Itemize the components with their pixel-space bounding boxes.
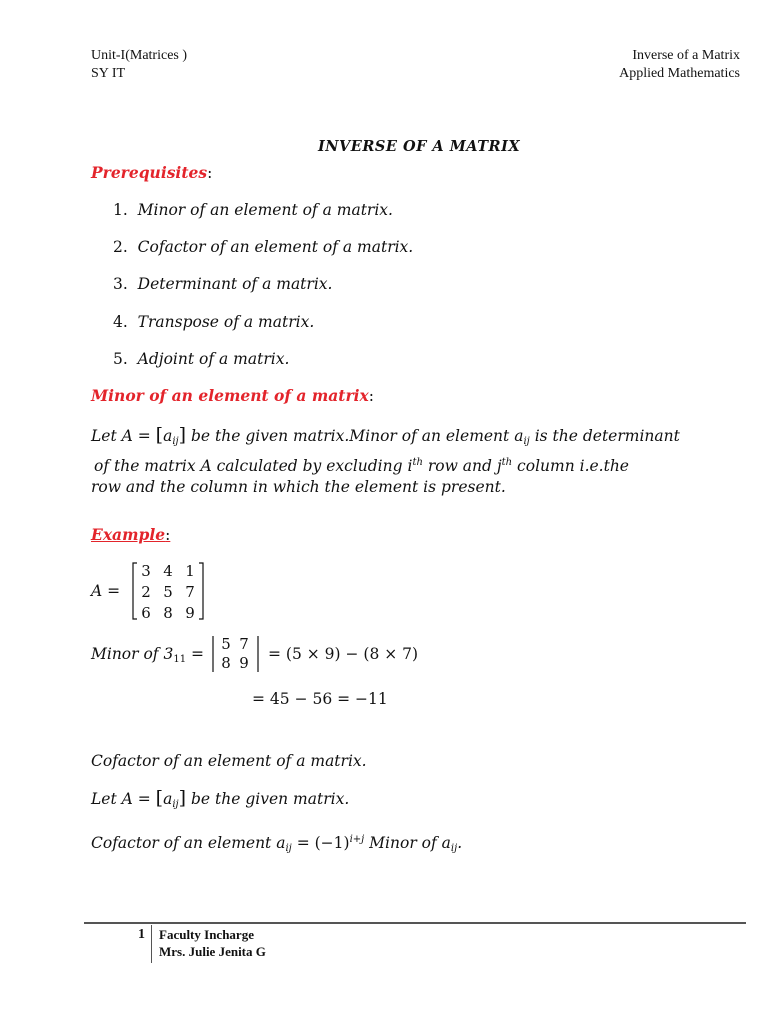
bracket-left: [	[155, 424, 164, 446]
period: .	[457, 834, 463, 852]
page-number: 1	[138, 927, 145, 942]
th-superscript: th	[412, 457, 423, 468]
matrix-cell: 1	[185, 562, 195, 580]
ij-subscript: ij	[523, 436, 530, 447]
determinant-entries	[217, 635, 253, 673]
det-cell: 7	[239, 635, 249, 653]
cofactor-heading: Cofactor of an element of a matrix.	[91, 752, 367, 770]
example-heading-text: Example	[91, 525, 166, 544]
let-prefix: Let A =	[91, 790, 156, 808]
let-prefix: Let A =	[91, 427, 156, 445]
minor-heading-text: Minor of an element of a matrix	[91, 386, 369, 405]
header-right	[619, 47, 740, 83]
let-text-end: is the determinant	[529, 427, 680, 445]
formula-prefix: Cofactor of an element a	[91, 834, 286, 852]
prereq-item-2	[113, 237, 413, 257]
line2-b: row and j	[422, 457, 502, 475]
item-text: Adjoint of a matrix.	[137, 350, 290, 368]
colon: :	[368, 387, 375, 405]
matrix-cell: 9	[185, 604, 195, 622]
cofactor-formula	[91, 830, 462, 859]
formula-minor: Minor of a	[364, 834, 451, 852]
minor-definition-line3: row and the column in which the element is present.	[91, 478, 506, 496]
matrix-cell: 6	[141, 604, 151, 622]
matrix-label: A =	[91, 582, 121, 600]
a-symbol: a	[163, 790, 173, 808]
prereq-item-5	[113, 349, 289, 369]
header-topic: Inverse of a Matrix	[632, 48, 740, 63]
bracket-right: ]	[178, 424, 187, 446]
equals-sign: =	[191, 645, 205, 663]
footer-role: Faculty Incharge	[159, 927, 254, 942]
let-text: be the given matrix.Minor of an element	[186, 427, 515, 445]
footer-divider	[151, 925, 152, 963]
example-heading	[91, 525, 170, 544]
matrix-cell: 2	[141, 583, 151, 601]
item-text: Cofactor of an element of a matrix.	[137, 238, 414, 256]
prereq-item-1	[113, 200, 393, 220]
footer-name: Mrs. Julie Jenita G	[159, 944, 266, 959]
item-text: Transpose of a matrix.	[137, 313, 315, 331]
matrix-entries	[135, 561, 201, 623]
minor-heading	[91, 386, 374, 405]
a-symbol: a	[514, 427, 524, 445]
bracket-left: [	[155, 787, 164, 809]
item-number: 5.	[113, 350, 128, 368]
prereq-item-4	[113, 312, 314, 332]
formula-sign: = (−1)	[291, 834, 350, 852]
let-suffix: be the given matrix.	[186, 790, 350, 808]
matrix-cell: 8	[163, 604, 173, 622]
footer-rule	[84, 922, 746, 924]
th-superscript: th	[501, 457, 513, 468]
colon: :	[165, 526, 171, 544]
minor-definition-line2	[94, 453, 629, 476]
minor-label	[91, 644, 204, 670]
minor-result: = 45 − 56 = −11	[252, 690, 388, 708]
ij-subscript: ij	[172, 799, 179, 810]
item-number: 1.	[113, 201, 128, 219]
header-subject: Applied Mathematics	[619, 66, 740, 81]
page-title: INVERSE OF A MATRIX	[318, 138, 521, 155]
prereq-item-3	[113, 274, 332, 294]
header-unit: Unit-I(Matrices )	[91, 48, 188, 63]
minor-subscript: 11	[173, 654, 187, 665]
det-cell: 5	[221, 635, 231, 653]
matrix-cell: 4	[163, 562, 173, 580]
colon: :	[207, 164, 213, 182]
matrix-cell: 7	[185, 583, 195, 601]
line2-a: of the matrix A calculated by excluding i	[94, 457, 413, 475]
ij-subscript: ij	[285, 843, 292, 854]
item-number: 4.	[113, 313, 128, 331]
minor-definition-line1	[91, 425, 680, 452]
minor-label-text: Minor of 3	[91, 645, 174, 663]
power-superscript: i+j	[349, 834, 365, 845]
cofactor-let	[91, 788, 349, 815]
matrix-A	[130, 561, 206, 621]
a-symbol: a	[163, 427, 173, 445]
matrix-cell: 5	[163, 583, 173, 601]
determinant-2x2	[210, 634, 262, 674]
item-number: 3.	[113, 275, 128, 293]
prerequisites-heading-text: Prerequisites	[91, 163, 208, 182]
ij-subscript: ij	[450, 843, 458, 854]
line2-c: column i.e.the	[512, 457, 629, 475]
det-cell: 9	[239, 654, 249, 672]
footer-credit	[159, 926, 266, 960]
header-left	[91, 47, 187, 83]
bracket-right: ]	[178, 787, 187, 809]
minor-expression: = (5 × 9) − (8 × 7)	[268, 645, 419, 663]
item-text: Determinant of a matrix.	[137, 275, 333, 293]
det-cell: 8	[221, 654, 231, 672]
header-class: SY IT	[91, 66, 126, 81]
item-number: 2.	[113, 238, 128, 256]
ij-subscript: ij	[172, 436, 179, 447]
prerequisites-heading	[91, 163, 212, 182]
matrix-cell: 3	[141, 562, 151, 580]
item-text: Minor of an element of a matrix.	[137, 201, 393, 219]
